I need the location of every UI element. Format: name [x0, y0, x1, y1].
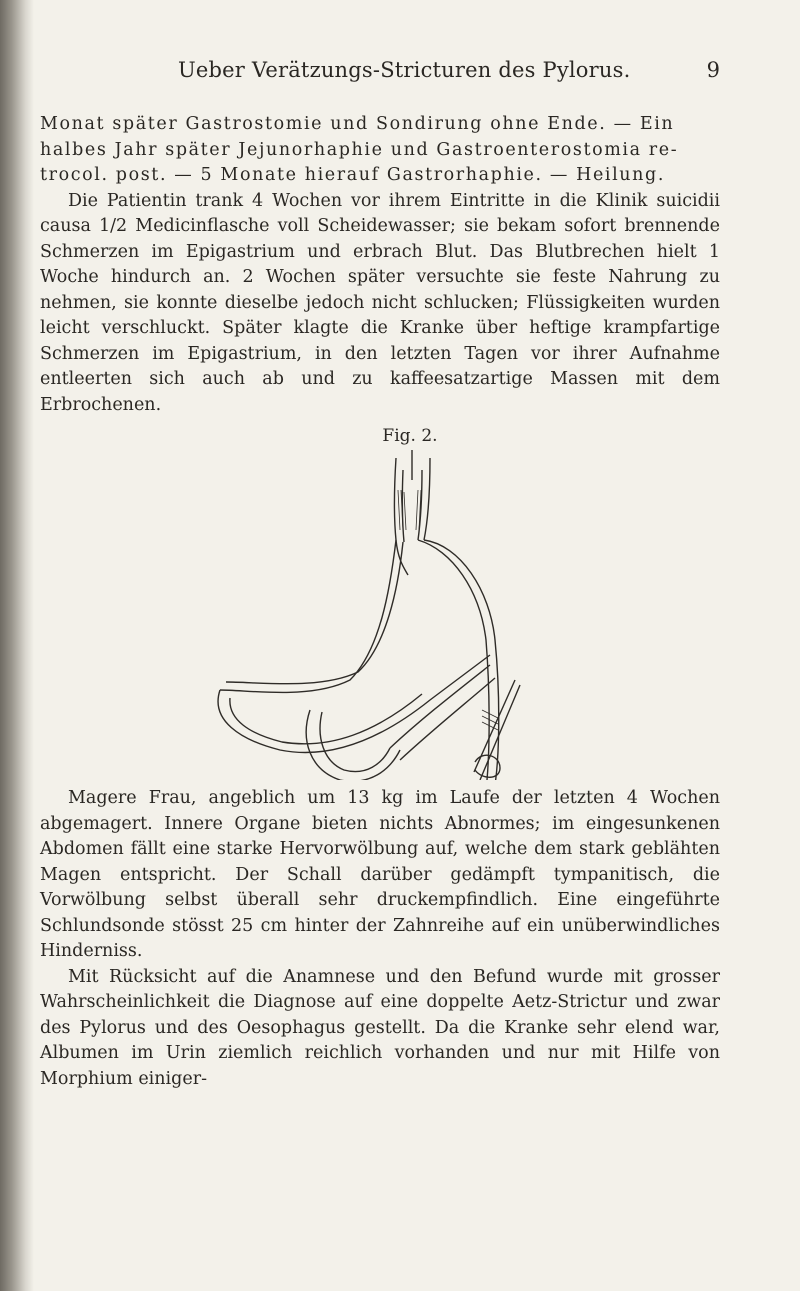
anamnesis-start: Die Patientin trank 4 Wochen vor ihrem Eintritte in die Klinik suicidii causa	[40, 190, 720, 236]
diagnosis-paragraph: Mit Rücksicht auf die Anamnese und den Befund wurde mit grosser Wahrscheinlichkeit die Diagnose auf eine doppelte Aetz-Strictur und zwar des Pylorus und des Oesophagus gestellt. Da die Kranke sehr elend war, Albumen im Urin ziemlich reichlich vorhanden und nur mit Hilfe von Morphium einiger-	[40, 966, 720, 1089]
fraction: 1/2	[99, 216, 128, 236]
case-heading-line-3: trocol. post. — 5 Monate hierauf Gastrorhaphie. — Heilung.	[40, 165, 666, 185]
stomach-drawing	[190, 450, 610, 780]
case-heading-line-2: halbes Jahr später Jejunorhaphie und Gastroenterostomia re-	[40, 139, 679, 160]
stomach-figure	[190, 450, 610, 780]
running-title: Ueber Verätzungs-Stricturen des Pylorus.	[178, 58, 631, 82]
section-intro	[40, 112, 720, 418]
anamnesis-rest: Medicinflasche voll Scheidewasser; sie bekam sofort brennende Schmerzen im Epigastrium und erbrach Blut. Das Blutbrechen hielt 1 Woche hindurch an. 2 Wochen später versuchte sie feste Nahrung zu nehmen, sie konnte dieselbe jedoch nicht schlucken; Flüssigkeiten wurden leicht verschluckt. Später klagte die Kranke über heftige krampfartige Schmerzen im Epigastrium, in den letzten Tagen vor ihrer Aufnahme entleerten sich auch ab und zu kaffeesatzartige Massen mit dem Erbrochenen.	[40, 216, 720, 415]
case-heading-line-1: Monat später Gastrostomie und Sondirung ohne Ende. — Ein	[40, 114, 675, 134]
page-binding-edge	[0, 0, 34, 1291]
anamnesis-paragraph	[40, 189, 720, 419]
page-number: 9	[706, 58, 720, 82]
section-findings	[40, 786, 720, 1092]
findings-paragraph: Magere Frau, angeblich um 13 kg im Laufe der letzten 4 Wochen abgemagert. Innere Organe bieten nichts Abnormes; im eingesunkenen Abdomen fällt eine starke Hervorwölbung auf, welche dem stark geblähten Magen entspricht. Der Schall darüber gedämpft tympanitisch, die Vorwölbung selbst überall sehr druckempfindlich. Eine eingeführte Schlundsonde stösst 25 cm hinter der Zahnreihe auf ein unüberwindliches Hinderniss.	[40, 788, 720, 961]
page-header	[80, 58, 720, 92]
figure-caption: Fig. 2.	[382, 426, 438, 446]
